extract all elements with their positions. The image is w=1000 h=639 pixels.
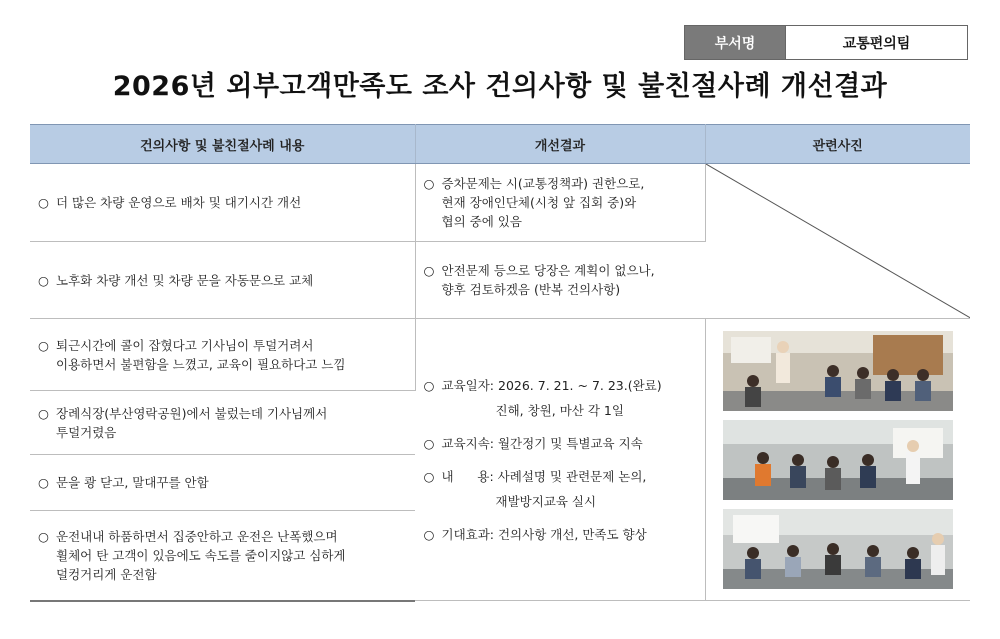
suggestion-cell [30, 164, 415, 242]
result-text: 안전문제 등으로 당장은 계획이 없으나, [441, 263, 655, 278]
page-title: 2026년 외부고객만족도 조사 건의사항 및 불친절사례 개선결과 [112, 71, 888, 102]
suggestion-cell [30, 319, 415, 391]
suggestion-text: 휠체어 탄 고객이 있음에도 속도를 줄이지않고 심하게 [56, 547, 346, 563]
suggestion-text: 운전내내 하품하면서 집중안하고 운전은 난폭했으며 [56, 528, 338, 544]
training-photo-2 [723, 420, 953, 500]
result-cell [415, 164, 705, 242]
table-row [30, 319, 970, 391]
header-suggestion: 건의사항 및 불친절사례 내용 [30, 125, 415, 164]
suggestion-text: 문을 쾅 닫고, 말대꾸를 안함 [56, 475, 209, 490]
bullet-circle-icon: ○ [423, 468, 435, 484]
bullet-circle-icon: ○ [38, 528, 49, 544]
suggestion-text: 이용하면서 불편함을 느꼈고, 교육이 필요하다고 느낌 [56, 356, 346, 372]
result-text: 증차문제는 시(교통정책과) 권한으로, [441, 176, 645, 191]
bullet-circle-icon: ○ [38, 405, 49, 421]
bullet-circle-icon: ○ [38, 195, 49, 210]
suggestion-cell [30, 511, 415, 601]
table-header-row [30, 125, 970, 164]
suggestion-text: 노후화 차량 개선 및 차량 문을 자동문으로 교체 [56, 272, 314, 288]
education-place: 진해, 창원, 마산 각 1일 [495, 402, 624, 418]
bullet-circle-icon: ○ [423, 176, 435, 191]
training-photo-1 [723, 331, 953, 411]
photo-cell [705, 319, 970, 601]
result-cell [415, 242, 705, 319]
empty-photo-cell [705, 164, 970, 319]
suggestion-text: 덜컹거리게 운전함 [56, 566, 157, 582]
department-label: 부서명 [685, 26, 786, 59]
department-box [684, 25, 968, 60]
results-table [30, 124, 970, 602]
suggestion-cell [30, 242, 415, 319]
suggestion-cell [30, 455, 415, 511]
department-value: 교통편의팀 [786, 26, 967, 59]
bullet-circle-icon: ○ [38, 272, 49, 288]
suggestion-text: 퇴근시간에 콜이 잡혔다고 기사님이 투덜거려서 [56, 337, 314, 353]
education-content: 내 용: 사례설명 및 관련문제 논의, [441, 468, 647, 484]
result-text: 향후 검토하겠음 (반복 건의사항) [441, 282, 621, 297]
result-text: 현재 장애인단체(시청 앞 집회 중)와 [441, 195, 637, 210]
education-instruction: 교육지속: 월간정기 및 특별교육 지속 [441, 435, 643, 451]
bullet-circle-icon: ○ [423, 435, 435, 451]
suggestion-cell [30, 391, 415, 455]
education-content-cont: 재발방지교육 실시 [495, 493, 597, 509]
header-photo: 관련사진 [705, 125, 970, 164]
bullet-circle-icon: ○ [423, 377, 435, 393]
bullet-circle-icon: ○ [423, 263, 435, 278]
diagonal-line-icon [706, 164, 971, 318]
bullet-circle-icon: ○ [38, 337, 49, 353]
expected-effect: 기대효과: 건의사항 개선, 만족도 향상 [441, 526, 647, 542]
header-result: 개선결과 [415, 125, 705, 164]
result-text: 협의 중에 있음 [441, 214, 522, 229]
training-photo-3 [723, 509, 953, 589]
suggestion-text: 장례식장(부산영락공원)에서 불렀는데 기사님께서 [56, 405, 328, 421]
suggestion-text: 더 많은 차량 운영으로 배차 및 대기시간 개선 [56, 195, 302, 210]
suggestion-text: 투덜거렸음 [56, 424, 117, 440]
bullet-circle-icon: ○ [423, 526, 435, 542]
education-date: 교육일자: 2026. 7. 21. ~ 7. 23.(완료) [441, 377, 662, 393]
education-result-cell [415, 319, 705, 601]
bullet-circle-icon: ○ [38, 475, 49, 490]
table-row [30, 164, 970, 242]
